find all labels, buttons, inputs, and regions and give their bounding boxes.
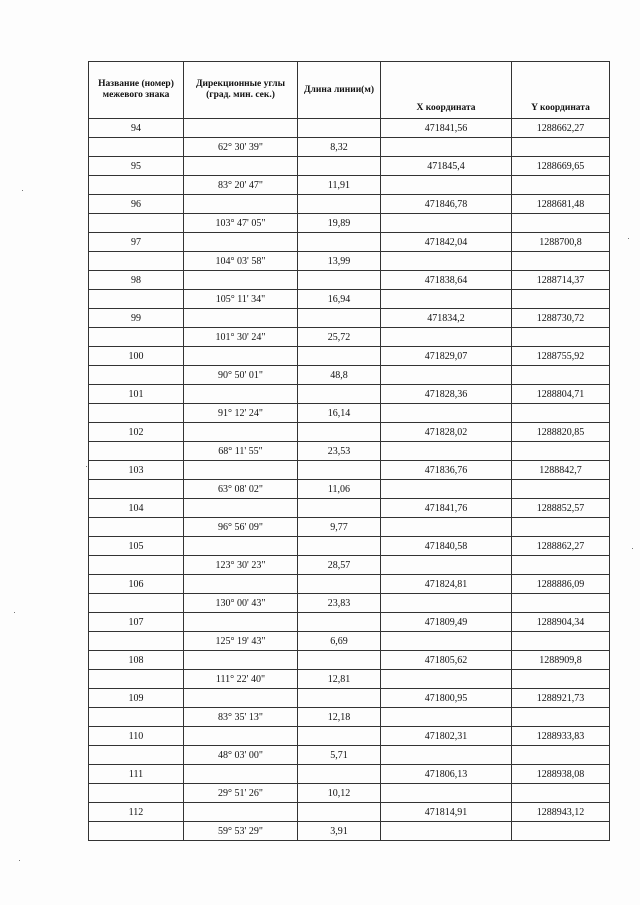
- empty-cell: [512, 784, 610, 803]
- table-body: [89, 119, 610, 841]
- scan-speck: [86, 466, 87, 467]
- x-coordinate-cell: 471836,76: [381, 461, 512, 480]
- line-length-cell: 25,72: [298, 328, 381, 347]
- empty-cell: [184, 119, 298, 138]
- empty-cell: [89, 176, 184, 195]
- x-coordinate-cell: 471824,81: [381, 575, 512, 594]
- empty-cell: [298, 385, 381, 404]
- empty-cell: [89, 442, 184, 461]
- line-length-cell: 5,71: [298, 746, 381, 765]
- segment-row: [89, 290, 610, 309]
- scan-speck: [14, 612, 15, 613]
- empty-cell: [381, 138, 512, 157]
- direction-angle-cell: 63° 08' 02": [184, 480, 298, 499]
- line-length-cell: 10,12: [298, 784, 381, 803]
- x-coordinate-cell: 471834,2: [381, 309, 512, 328]
- segment-row: [89, 746, 610, 765]
- point-row: [89, 613, 610, 632]
- empty-cell: [184, 803, 298, 822]
- empty-cell: [298, 537, 381, 556]
- direction-angle-cell: 83° 35' 13": [184, 708, 298, 727]
- point-row: [89, 651, 610, 670]
- point-name-cell: 110: [89, 727, 184, 746]
- line-length-cell: 11,91: [298, 176, 381, 195]
- point-name-cell: 98: [89, 271, 184, 290]
- empty-cell: [298, 271, 381, 290]
- direction-angle-cell: 62° 30' 39": [184, 138, 298, 157]
- empty-cell: [184, 233, 298, 252]
- x-coordinate-cell: 471800,95: [381, 689, 512, 708]
- segment-row: [89, 176, 610, 195]
- direction-angle-cell: 83° 20' 47": [184, 176, 298, 195]
- empty-cell: [89, 252, 184, 271]
- empty-cell: [381, 556, 512, 575]
- empty-cell: [89, 518, 184, 537]
- point-row: [89, 423, 610, 442]
- empty-cell: [184, 271, 298, 290]
- line-length-cell: 13,99: [298, 252, 381, 271]
- point-row: [89, 157, 610, 176]
- point-name-cell: 94: [89, 119, 184, 138]
- header-line-length: Длина линии(м): [298, 62, 381, 119]
- empty-cell: [381, 290, 512, 309]
- empty-cell: [184, 309, 298, 328]
- point-name-cell: 108: [89, 651, 184, 670]
- empty-cell: [512, 366, 610, 385]
- empty-cell: [298, 347, 381, 366]
- point-name-cell: 107: [89, 613, 184, 632]
- empty-cell: [381, 708, 512, 727]
- empty-cell: [89, 404, 184, 423]
- y-coordinate-cell: 1288943,12: [512, 803, 610, 822]
- empty-cell: [184, 499, 298, 518]
- point-name-cell: 97: [89, 233, 184, 252]
- empty-cell: [89, 594, 184, 613]
- y-coordinate-cell: 1288921,73: [512, 689, 610, 708]
- segment-row: [89, 366, 610, 385]
- empty-cell: [184, 461, 298, 480]
- y-coordinate-cell: 1288755,92: [512, 347, 610, 366]
- point-row: [89, 271, 610, 290]
- x-coordinate-cell: 471802,31: [381, 727, 512, 746]
- scan-speck: [19, 860, 20, 861]
- empty-cell: [381, 746, 512, 765]
- empty-cell: [381, 822, 512, 841]
- point-name-cell: 105: [89, 537, 184, 556]
- header-point-name: Название (номер) межевого знака: [89, 62, 184, 119]
- x-coordinate-cell: 471841,56: [381, 119, 512, 138]
- empty-cell: [184, 613, 298, 632]
- direction-angle-cell: 104° 03' 58": [184, 252, 298, 271]
- segment-row: [89, 214, 610, 233]
- empty-cell: [298, 727, 381, 746]
- line-length-cell: 19,89: [298, 214, 381, 233]
- point-name-cell: 99: [89, 309, 184, 328]
- empty-cell: [184, 423, 298, 442]
- point-name-cell: 106: [89, 575, 184, 594]
- y-coordinate-cell: 1288820,85: [512, 423, 610, 442]
- empty-cell: [298, 461, 381, 480]
- point-name-cell: 111: [89, 765, 184, 784]
- empty-cell: [298, 233, 381, 252]
- empty-cell: [381, 252, 512, 271]
- empty-cell: [381, 328, 512, 347]
- y-coordinate-cell: 1288909,8: [512, 651, 610, 670]
- segment-row: [89, 632, 610, 651]
- point-name-cell: 109: [89, 689, 184, 708]
- empty-cell: [298, 803, 381, 822]
- segment-row: [89, 138, 610, 157]
- line-length-cell: 28,57: [298, 556, 381, 575]
- empty-cell: [512, 708, 610, 727]
- y-coordinate-cell: 1288933,83: [512, 727, 610, 746]
- segment-row: [89, 784, 610, 803]
- empty-cell: [89, 366, 184, 385]
- segment-row: [89, 252, 610, 271]
- scan-speck: [632, 548, 633, 549]
- y-coordinate-cell: 1288662,27: [512, 119, 610, 138]
- x-coordinate-cell: 471828,02: [381, 423, 512, 442]
- empty-cell: [89, 328, 184, 347]
- line-length-cell: 3,91: [298, 822, 381, 841]
- empty-cell: [184, 157, 298, 176]
- y-coordinate-cell: 1288904,34: [512, 613, 610, 632]
- y-coordinate-cell: 1288938,08: [512, 765, 610, 784]
- point-name-cell: 102: [89, 423, 184, 442]
- y-coordinate-cell: 1288842,7: [512, 461, 610, 480]
- point-name-cell: 101: [89, 385, 184, 404]
- point-row: [89, 461, 610, 480]
- x-coordinate-cell: 471809,49: [381, 613, 512, 632]
- x-coordinate-cell: 471840,58: [381, 537, 512, 556]
- empty-cell: [512, 480, 610, 499]
- direction-angle-cell: 105° 11' 34": [184, 290, 298, 309]
- empty-cell: [298, 423, 381, 442]
- direction-angle-cell: 59° 53' 29": [184, 822, 298, 841]
- line-length-cell: 48,8: [298, 366, 381, 385]
- empty-cell: [298, 613, 381, 632]
- direction-angle-cell: 90° 50' 01": [184, 366, 298, 385]
- point-name-cell: 103: [89, 461, 184, 480]
- empty-cell: [184, 727, 298, 746]
- empty-cell: [298, 119, 381, 138]
- empty-cell: [381, 594, 512, 613]
- point-row: [89, 347, 610, 366]
- header-y-coordinate: Y координата: [512, 62, 610, 119]
- y-coordinate-cell: 1288700,8: [512, 233, 610, 252]
- empty-cell: [184, 575, 298, 594]
- y-coordinate-cell: 1288730,72: [512, 309, 610, 328]
- y-coordinate-cell: 1288886,09: [512, 575, 610, 594]
- empty-cell: [298, 765, 381, 784]
- empty-cell: [512, 176, 610, 195]
- direction-angle-cell: 101° 30' 24": [184, 328, 298, 347]
- point-row: [89, 727, 610, 746]
- point-row: [89, 309, 610, 328]
- empty-cell: [298, 651, 381, 670]
- header-direction-angle: Дирекционные углы (град. мин. сек.): [184, 62, 298, 119]
- empty-cell: [512, 290, 610, 309]
- point-row: [89, 119, 610, 138]
- empty-cell: [512, 138, 610, 157]
- y-coordinate-cell: 1288669,65: [512, 157, 610, 176]
- y-coordinate-cell: 1288681,48: [512, 195, 610, 214]
- segment-row: [89, 480, 610, 499]
- empty-cell: [381, 632, 512, 651]
- empty-cell: [381, 404, 512, 423]
- scan-speck: [628, 238, 629, 239]
- header-x-coordinate: X координата: [381, 62, 512, 119]
- x-coordinate-cell: 471829,07: [381, 347, 512, 366]
- empty-cell: [512, 670, 610, 689]
- empty-cell: [512, 252, 610, 271]
- x-coordinate-cell: 471814,91: [381, 803, 512, 822]
- empty-cell: [512, 746, 610, 765]
- empty-cell: [512, 442, 610, 461]
- empty-cell: [381, 176, 512, 195]
- empty-cell: [89, 556, 184, 575]
- empty-cell: [381, 480, 512, 499]
- direction-angle-cell: 48° 03' 00": [184, 746, 298, 765]
- point-name-cell: 96: [89, 195, 184, 214]
- empty-cell: [184, 689, 298, 708]
- point-row: [89, 689, 610, 708]
- point-row: [89, 765, 610, 784]
- empty-cell: [512, 214, 610, 233]
- y-coordinate-cell: 1288852,57: [512, 499, 610, 518]
- y-coordinate-cell: 1288714,37: [512, 271, 610, 290]
- direction-angle-cell: 103° 47' 05": [184, 214, 298, 233]
- segment-row: [89, 442, 610, 461]
- empty-cell: [298, 689, 381, 708]
- x-coordinate-cell: 471846,78: [381, 195, 512, 214]
- line-length-cell: 9,77: [298, 518, 381, 537]
- direction-angle-cell: 91° 12' 24": [184, 404, 298, 423]
- empty-cell: [512, 556, 610, 575]
- empty-cell: [512, 518, 610, 537]
- point-row: [89, 195, 610, 214]
- empty-cell: [512, 632, 610, 651]
- segment-row: [89, 670, 610, 689]
- x-coordinate-cell: 471806,13: [381, 765, 512, 784]
- empty-cell: [512, 594, 610, 613]
- empty-cell: [381, 784, 512, 803]
- x-coordinate-cell: 471828,36: [381, 385, 512, 404]
- y-coordinate-cell: 1288804,71: [512, 385, 610, 404]
- point-row: [89, 537, 610, 556]
- segment-row: [89, 328, 610, 347]
- empty-cell: [298, 575, 381, 594]
- line-length-cell: 11,06: [298, 480, 381, 499]
- line-length-cell: 12,81: [298, 670, 381, 689]
- direction-angle-cell: 29° 51' 26": [184, 784, 298, 803]
- empty-cell: [381, 518, 512, 537]
- segment-row: [89, 404, 610, 423]
- line-length-cell: 12,18: [298, 708, 381, 727]
- point-name-cell: 112: [89, 803, 184, 822]
- empty-cell: [89, 784, 184, 803]
- point-row: [89, 575, 610, 594]
- empty-cell: [184, 765, 298, 784]
- empty-cell: [298, 195, 381, 214]
- direction-angle-cell: 111° 22' 40": [184, 670, 298, 689]
- line-length-cell: 23,53: [298, 442, 381, 461]
- boundary-coordinates-table: [88, 61, 610, 841]
- line-length-cell: 8,32: [298, 138, 381, 157]
- direction-angle-cell: 96° 56' 09": [184, 518, 298, 537]
- empty-cell: [381, 670, 512, 689]
- empty-cell: [89, 632, 184, 651]
- direction-angle-cell: 130° 00' 43": [184, 594, 298, 613]
- x-coordinate-cell: 471841,76: [381, 499, 512, 518]
- empty-cell: [381, 366, 512, 385]
- empty-cell: [298, 309, 381, 328]
- point-row: [89, 233, 610, 252]
- table-header: [89, 62, 610, 119]
- point-name-cell: 95: [89, 157, 184, 176]
- empty-cell: [89, 708, 184, 727]
- empty-cell: [512, 822, 610, 841]
- empty-cell: [184, 385, 298, 404]
- segment-row: [89, 518, 610, 537]
- segment-row: [89, 822, 610, 841]
- empty-cell: [512, 404, 610, 423]
- empty-cell: [298, 157, 381, 176]
- empty-cell: [89, 670, 184, 689]
- empty-cell: [381, 214, 512, 233]
- y-coordinate-cell: 1288862,27: [512, 537, 610, 556]
- direction-angle-cell: 125° 19' 43": [184, 632, 298, 651]
- empty-cell: [89, 480, 184, 499]
- segment-row: [89, 556, 610, 575]
- x-coordinate-cell: 471805,62: [381, 651, 512, 670]
- empty-cell: [381, 442, 512, 461]
- empty-cell: [89, 822, 184, 841]
- scan-speck: [22, 190, 23, 191]
- empty-cell: [512, 328, 610, 347]
- line-length-cell: 23,83: [298, 594, 381, 613]
- segment-row: [89, 594, 610, 613]
- line-length-cell: 6,69: [298, 632, 381, 651]
- empty-cell: [89, 290, 184, 309]
- empty-cell: [184, 651, 298, 670]
- empty-cell: [298, 499, 381, 518]
- empty-cell: [184, 195, 298, 214]
- x-coordinate-cell: 471838,64: [381, 271, 512, 290]
- direction-angle-cell: 68° 11' 55": [184, 442, 298, 461]
- point-row: [89, 385, 610, 404]
- empty-cell: [89, 746, 184, 765]
- point-name-cell: 104: [89, 499, 184, 518]
- empty-cell: [184, 347, 298, 366]
- line-length-cell: 16,94: [298, 290, 381, 309]
- segment-row: [89, 708, 610, 727]
- line-length-cell: 16,14: [298, 404, 381, 423]
- empty-cell: [89, 138, 184, 157]
- point-name-cell: 100: [89, 347, 184, 366]
- x-coordinate-cell: 471842,04: [381, 233, 512, 252]
- x-coordinate-cell: 471845,4: [381, 157, 512, 176]
- empty-cell: [184, 537, 298, 556]
- direction-angle-cell: 123° 30' 23": [184, 556, 298, 575]
- empty-cell: [89, 214, 184, 233]
- point-row: [89, 803, 610, 822]
- point-row: [89, 499, 610, 518]
